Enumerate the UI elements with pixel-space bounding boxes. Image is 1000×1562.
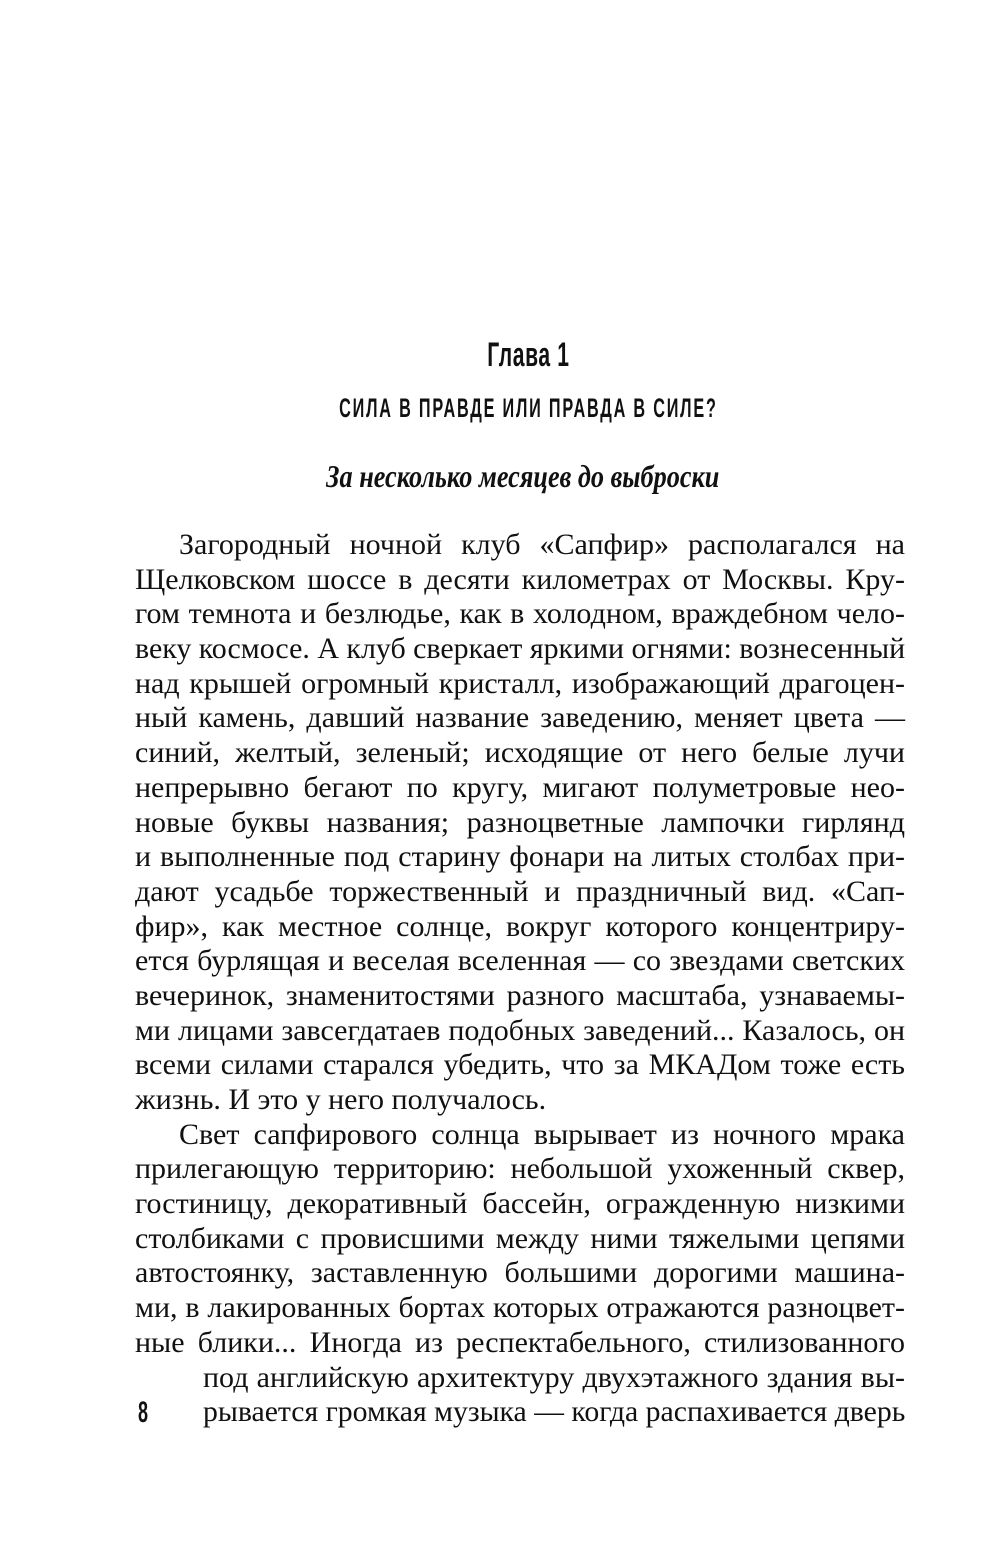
- text-line: [135, 1326, 905, 1361]
- text-line: [135, 1291, 905, 1326]
- text-line-content: Щелковском шоссе в десяти километрах от Москвы. Кру-: [135, 562, 905, 596]
- text-line-content: Загородный ночной клуб «Сапфир» располагался на: [179, 528, 905, 561]
- text-line-content: ный камень, давший название заведению, меняет цвета —: [135, 701, 905, 735]
- text-line-content: прилегающую территорию: небольшой ухоженный сквер,: [135, 1152, 905, 1186]
- text-line: [135, 1256, 905, 1291]
- text-line: [135, 701, 905, 736]
- text-line-content: синий, желтый, зеленый; исходящие от него белые лучи: [135, 736, 905, 770]
- text-line: [135, 667, 905, 702]
- text-line: [135, 1152, 905, 1187]
- text-line-content: над крышей огромный кристалл, изображающий драгоцен-: [135, 666, 905, 700]
- text-line: [135, 528, 905, 563]
- section-subtitle-text: За несколько месяцев до выброски: [326, 458, 720, 494]
- text-line: [135, 1118, 905, 1153]
- text-line: [135, 771, 905, 806]
- text-line-content: ется бурлящая и веселая вселенная — со звездами светских: [135, 944, 905, 978]
- chapter-title: [0, 392, 1000, 424]
- text-line: [135, 875, 905, 910]
- text-line-content: ми, в лакированных бортах которых отражаются разноцвет-: [135, 1291, 905, 1325]
- text-line-content: и выполненные под старину фонари на литых столбах при-: [135, 840, 905, 874]
- text-line-content: гостиницу, декоративный бассейн, огражденную низкими: [135, 1187, 905, 1221]
- text-line-content: рывается громкая музыка — когда распахивается дверь: [203, 1395, 906, 1429]
- text-line-content: под английскую архитектуру двухэтажного здания вы-: [203, 1360, 905, 1394]
- text-line-content: непрерывно бегают по кругу, мигают полуметровые нео-: [135, 770, 905, 804]
- text-line-content: столбиками с провисшими между ними тяжелыми цепями: [135, 1221, 905, 1255]
- text-line: [135, 979, 905, 1014]
- text-line: [135, 597, 905, 632]
- text-line: [135, 806, 905, 841]
- text-line-content: гом темнота и безлюдье, как в холодном, враждебном чело-: [135, 597, 905, 631]
- chapter-label: [0, 336, 1000, 374]
- text-line: [135, 736, 905, 771]
- text-line: [135, 632, 905, 667]
- text-line-content: новые буквы названия; разноцветные лампочки гирлянд: [135, 805, 905, 839]
- text-line: [135, 944, 905, 979]
- text-line-content: автостоянку, заставленную большими дорогими машина-: [135, 1256, 905, 1290]
- text-line: [203, 1395, 905, 1430]
- text-line: [135, 563, 905, 598]
- section-subtitle: [0, 456, 1000, 496]
- text-line-content: ми лицами завсегдатаев подобных заведений... Казалось, он: [135, 1013, 905, 1047]
- text-line: [135, 910, 905, 945]
- text-line: [135, 840, 905, 875]
- chapter-label-text: Глава 1: [486, 336, 570, 374]
- text-line: [203, 1361, 905, 1396]
- text-line: [135, 1014, 905, 1049]
- text-line-content: ные блики... Иногда из респектабельного, стилизованного: [135, 1325, 905, 1359]
- text-line: [135, 1187, 905, 1222]
- page-number: 8: [138, 1396, 149, 1429]
- text-line: [135, 1083, 905, 1118]
- text-line-content: Свет сапфирового солнца вырывает из ночного мрака: [179, 1117, 905, 1151]
- text-line-content: фир», как местное солнце, вокруг которого концентриру-: [135, 909, 905, 943]
- body-text: [135, 528, 905, 1430]
- text-line-content: вечеринок, знаменитостями разного масштаба, узнаваемы-: [135, 978, 905, 1012]
- text-line: [135, 1222, 905, 1257]
- text-line-content: дают усадьбе торжественный и праздничный вид. «Сап-: [135, 874, 905, 908]
- text-line-content: жизнь. И это у него получалось.: [135, 1083, 547, 1116]
- text-line-content: веку космосе. А клуб сверкает яркими огнями: вознесенный: [135, 632, 906, 666]
- text-line: [135, 1048, 905, 1083]
- text-line-content: всеми силами старался убедить, что за МКАДом тоже есть: [135, 1048, 905, 1082]
- chapter-title-text: СИЛА В ПРАВДЕ ИЛИ ПРАВДА В СИЛЕ?: [338, 393, 718, 423]
